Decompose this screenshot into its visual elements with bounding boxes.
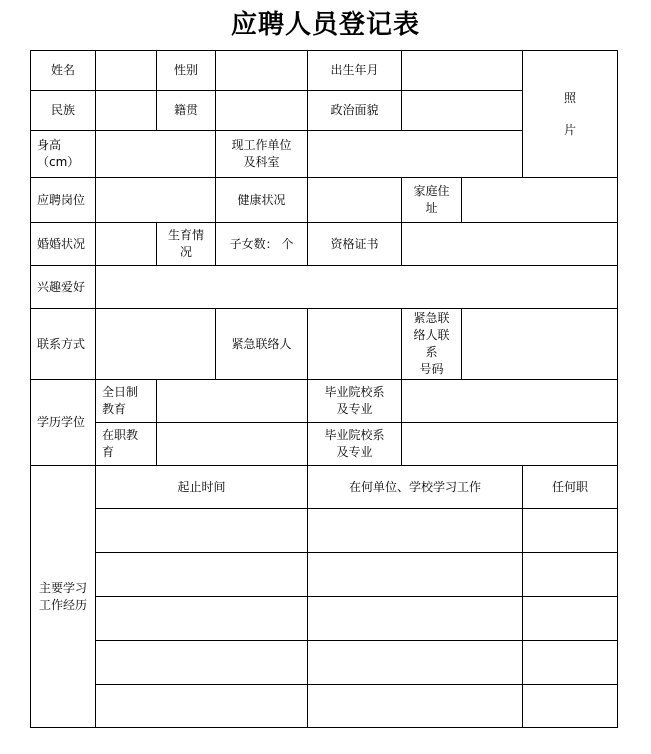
label-school-1-line2: 及专业	[336, 402, 373, 416]
label-political-status: 政治面貌	[308, 91, 402, 131]
label-hobbies: 兴趣爱好	[31, 266, 96, 309]
label-height: 身高（cm）	[31, 131, 96, 178]
label-inservice-line1: 在职教	[102, 428, 139, 442]
experience-role-cell[interactable]	[523, 597, 618, 641]
label-marital: 婚婚状况	[31, 223, 96, 266]
experience-period-cell[interactable]	[96, 685, 308, 728]
label-address-line1: 家庭住	[413, 184, 450, 198]
field-school-2[interactable]	[402, 423, 618, 466]
field-position[interactable]	[96, 178, 216, 223]
photo-area[interactable]	[523, 51, 618, 178]
experience-row	[31, 509, 618, 553]
experience-row	[31, 685, 618, 728]
field-birth[interactable]	[402, 51, 523, 91]
label-address-line2: 址	[425, 201, 438, 215]
field-native-place[interactable]	[216, 91, 308, 131]
header-period: 起止时间	[96, 466, 308, 509]
field-health[interactable]	[308, 178, 402, 223]
experience-period-cell[interactable]	[96, 553, 308, 597]
experience-role-cell[interactable]	[523, 641, 618, 685]
experience-period-cell[interactable]	[96, 597, 308, 641]
field-contact[interactable]	[96, 309, 216, 380]
experience-row	[31, 641, 618, 685]
experience-organization-cell[interactable]	[308, 553, 523, 597]
label-education: 学历学位	[31, 380, 96, 466]
experience-organization-cell[interactable]	[308, 685, 523, 728]
label-fulltime-line1: 全日制	[102, 385, 139, 399]
label-current-employer-line2: 及科室	[243, 155, 280, 169]
label-emergency-phone-line4: 号码	[419, 362, 444, 376]
label-fertility-line2: 况	[179, 245, 192, 259]
label-experience-line2: 工作经历	[38, 597, 87, 612]
registration-form-table	[30, 50, 618, 728]
label-school-2-line2: 及专业	[336, 445, 373, 459]
label-school-1	[308, 380, 402, 423]
form-title: 应聘人员登记表	[230, 10, 420, 40]
label-emergency-phone-line1: 紧急联	[413, 311, 450, 325]
label-school-2	[308, 423, 402, 466]
label-school-2-line1: 毕业院校系	[324, 428, 385, 442]
label-name: 姓名	[31, 51, 96, 91]
label-certificate: 资格证书	[308, 223, 402, 266]
label-experience-line1: 主要学习	[38, 580, 87, 595]
experience-organization-cell[interactable]	[308, 641, 523, 685]
field-political-status[interactable]	[402, 91, 523, 131]
field-inservice[interactable]	[157, 423, 308, 466]
field-gender[interactable]	[216, 51, 308, 91]
field-school-1[interactable]	[402, 380, 618, 423]
field-marital[interactable]	[96, 223, 157, 266]
label-current-employer	[216, 131, 308, 178]
field-height[interactable]	[96, 131, 216, 178]
label-current-employer-line1: 现工作单位	[231, 138, 292, 152]
label-school-1-line1: 毕业院校系	[324, 385, 385, 399]
label-emergency-phone-line3: 系	[425, 345, 438, 359]
field-address[interactable]	[462, 178, 618, 223]
label-experience	[31, 466, 96, 728]
experience-row	[31, 597, 618, 641]
experience-row	[31, 553, 618, 597]
label-native-place: 籍贯	[157, 91, 216, 131]
label-fulltime-line2: 教育	[102, 402, 127, 416]
field-emergency-phone[interactable]	[462, 309, 618, 380]
field-ethnicity[interactable]	[96, 91, 157, 131]
experience-period-cell[interactable]	[96, 641, 308, 685]
label-contact: 联系方式	[31, 309, 96, 380]
header-role: 任何职	[523, 466, 618, 509]
photo-label-2: 片	[563, 123, 576, 137]
field-hobbies[interactable]	[96, 266, 618, 309]
label-birth: 出生年月	[308, 51, 402, 91]
label-gender: 性别	[157, 51, 216, 91]
field-certificate[interactable]	[402, 223, 618, 266]
experience-role-cell[interactable]	[523, 685, 618, 728]
label-fertility-line1: 生育情	[167, 228, 204, 242]
experience-organization-cell[interactable]	[308, 509, 523, 553]
experience-role-cell[interactable]	[523, 553, 618, 597]
label-children[interactable]: 子女数： 个	[216, 223, 308, 266]
field-current-employer[interactable]	[308, 131, 523, 178]
label-address	[402, 178, 462, 223]
label-inservice-line2: 育	[102, 445, 115, 459]
label-health: 健康状况	[216, 178, 308, 223]
experience-organization-cell[interactable]	[308, 597, 523, 641]
label-emergency-phone-line2: 络人联	[413, 328, 450, 342]
label-position: 应聘岗位	[31, 178, 96, 223]
label-ethnicity: 民族	[31, 91, 96, 131]
experience-role-cell[interactable]	[523, 509, 618, 553]
header-organization: 在何单位、学校学习工作	[308, 466, 523, 509]
field-fulltime[interactable]	[157, 380, 308, 423]
photo-label-1: 照	[563, 91, 576, 105]
label-emergency-phone	[402, 309, 462, 380]
label-emergency-contact: 紧急联络人	[216, 309, 308, 380]
field-name[interactable]	[96, 51, 157, 91]
experience-period-cell[interactable]	[96, 509, 308, 553]
label-fulltime	[96, 380, 157, 423]
label-inservice	[96, 423, 157, 466]
label-fertility	[157, 223, 216, 266]
field-emergency-contact[interactable]	[308, 309, 402, 380]
